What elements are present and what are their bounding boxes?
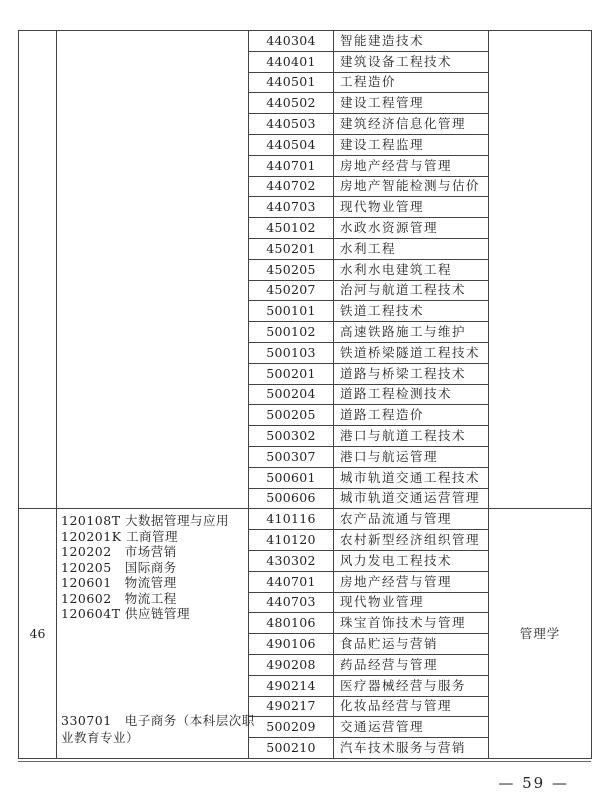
- vocational-code: 480106: [249, 613, 334, 634]
- undergrad-major-line: 业教育专业）: [61, 730, 140, 746]
- vocational-name: 农村新型经济组织管理: [334, 530, 489, 551]
- vocational-code: 440702: [249, 176, 334, 197]
- vocational-name: 医疗器械经营与服务: [334, 675, 489, 696]
- vocational-name: 铁道工程技术: [334, 301, 489, 322]
- vocational-code: 490214: [249, 675, 334, 696]
- vocational-name: 治河与航道工程技术: [334, 280, 489, 301]
- vocational-code: 440502: [249, 93, 334, 114]
- category-cell: 管理学: [489, 509, 592, 759]
- vocational-name: 高速铁路施工与维护: [334, 322, 489, 343]
- table-row: [19, 31, 592, 52]
- vocational-code: 440703: [249, 592, 334, 613]
- vocational-name: 药品经营与管理: [334, 654, 489, 675]
- vocational-name: 房地产经营与管理: [334, 155, 489, 176]
- undergrad-majors-cell: [57, 509, 255, 759]
- vocational-code: 500204: [249, 384, 334, 405]
- undergrad-major: 120108T 大数据管理与应用: [61, 513, 230, 529]
- vocational-code: 450201: [249, 238, 334, 259]
- vocational-name: 港口与航道工程技术: [334, 426, 489, 447]
- vocational-code: 410116: [249, 509, 334, 530]
- undergrad-major: 120201K 工商管理: [61, 528, 179, 544]
- vocational-name: 智能建造技术: [334, 31, 489, 52]
- vocational-name: 现代物业管理: [334, 197, 489, 218]
- vocational-code: 500209: [249, 717, 334, 738]
- vocational-code: 450102: [249, 218, 334, 239]
- vocational-name: 食品贮运与营销: [334, 634, 489, 655]
- vocational-code: 410120: [249, 530, 334, 551]
- vocational-name: 建筑经济信息化管理: [334, 114, 489, 135]
- table-body: [19, 31, 592, 759]
- vocational-code: 440701: [249, 571, 334, 592]
- vocational-code: 500606: [249, 488, 334, 509]
- vocational-name: 道路工程造价: [334, 405, 489, 426]
- vocational-name: 城市轨道交通运营管理: [334, 488, 489, 509]
- footer-rule: [18, 761, 591, 762]
- vocational-name: 水利工程: [334, 238, 489, 259]
- vocational-code: 450207: [249, 280, 334, 301]
- vocational-code: 500103: [249, 342, 334, 363]
- undergrad-major: 120205 国际商务: [61, 559, 177, 575]
- vocational-code: 440503: [249, 114, 334, 135]
- vocational-name: 工程造价: [334, 72, 489, 93]
- vocational-name: 风力发电工程技术: [334, 550, 489, 571]
- vocational-name: 建设工程管理: [334, 93, 489, 114]
- undergrad-major: 120604T 供应链管理: [61, 606, 191, 622]
- vocational-code: 440401: [249, 51, 334, 72]
- table-row: [19, 509, 592, 530]
- vocational-name: 建筑设备工程技术: [334, 51, 489, 72]
- page-number: — 59 —: [498, 774, 569, 792]
- vocational-code: 440501: [249, 72, 334, 93]
- vocational-code: 500210: [249, 738, 334, 759]
- undergrad-major: 120202 市场营销: [61, 544, 177, 560]
- undergrad-major-line: 330701 电子商务（本科层次职: [61, 713, 255, 729]
- vocational-name: 现代物业管理: [334, 592, 489, 613]
- vocational-code: 500102: [249, 322, 334, 343]
- vocational-code: 500201: [249, 363, 334, 384]
- vocational-name: 化妆品经营与管理: [334, 696, 489, 717]
- vocational-code: 500307: [249, 446, 334, 467]
- vocational-code: 490208: [249, 654, 334, 675]
- vocational-name: 交通运营管理: [334, 717, 489, 738]
- vocational-code: 440701: [249, 155, 334, 176]
- vocational-name: 珠宝首饰技术与管理: [334, 613, 489, 634]
- vocational-name: 水政水资源管理: [334, 218, 489, 239]
- undergrad-major-extra: [61, 712, 255, 746]
- vocational-code: 500101: [249, 301, 334, 322]
- undergrad-majors-cell: [57, 31, 249, 509]
- category-cell: [489, 31, 592, 509]
- vocational-name: 水利水电建筑工程: [334, 259, 489, 280]
- majors-table: [18, 30, 592, 759]
- vocational-code: 440304: [249, 31, 334, 52]
- vocational-name: 建设工程监理: [334, 134, 489, 155]
- vocational-code: 440504: [249, 134, 334, 155]
- index-cell: 46: [19, 509, 57, 759]
- vocational-code: 500302: [249, 426, 334, 447]
- vocational-code: 490217: [249, 696, 334, 717]
- vocational-code: 490106: [249, 634, 334, 655]
- vocational-name: 房地产智能检测与估价: [334, 176, 489, 197]
- undergrad-major: 120601 物流管理: [61, 575, 177, 591]
- vocational-code: 500205: [249, 405, 334, 426]
- vocational-code: 440703: [249, 197, 334, 218]
- vocational-name: 房地产经营与管理: [334, 571, 489, 592]
- index-cell: [19, 31, 57, 509]
- vocational-name: 城市轨道交通工程技术: [334, 467, 489, 488]
- vocational-code: 450205: [249, 259, 334, 280]
- vocational-code: 500601: [249, 467, 334, 488]
- vocational-name: 汽车技术服务与营销: [334, 738, 489, 759]
- vocational-name: 港口与航运管理: [334, 446, 489, 467]
- vocational-name: 道路与桥梁工程技术: [334, 363, 489, 384]
- vocational-name: 铁道桥梁隧道工程技术: [334, 342, 489, 363]
- vocational-code: 430302: [249, 550, 334, 571]
- vocational-name: 道路工程检测技术: [334, 384, 489, 405]
- vocational-name: 农产品流通与管理: [334, 509, 489, 530]
- undergrad-major: 120602 物流工程: [61, 590, 177, 606]
